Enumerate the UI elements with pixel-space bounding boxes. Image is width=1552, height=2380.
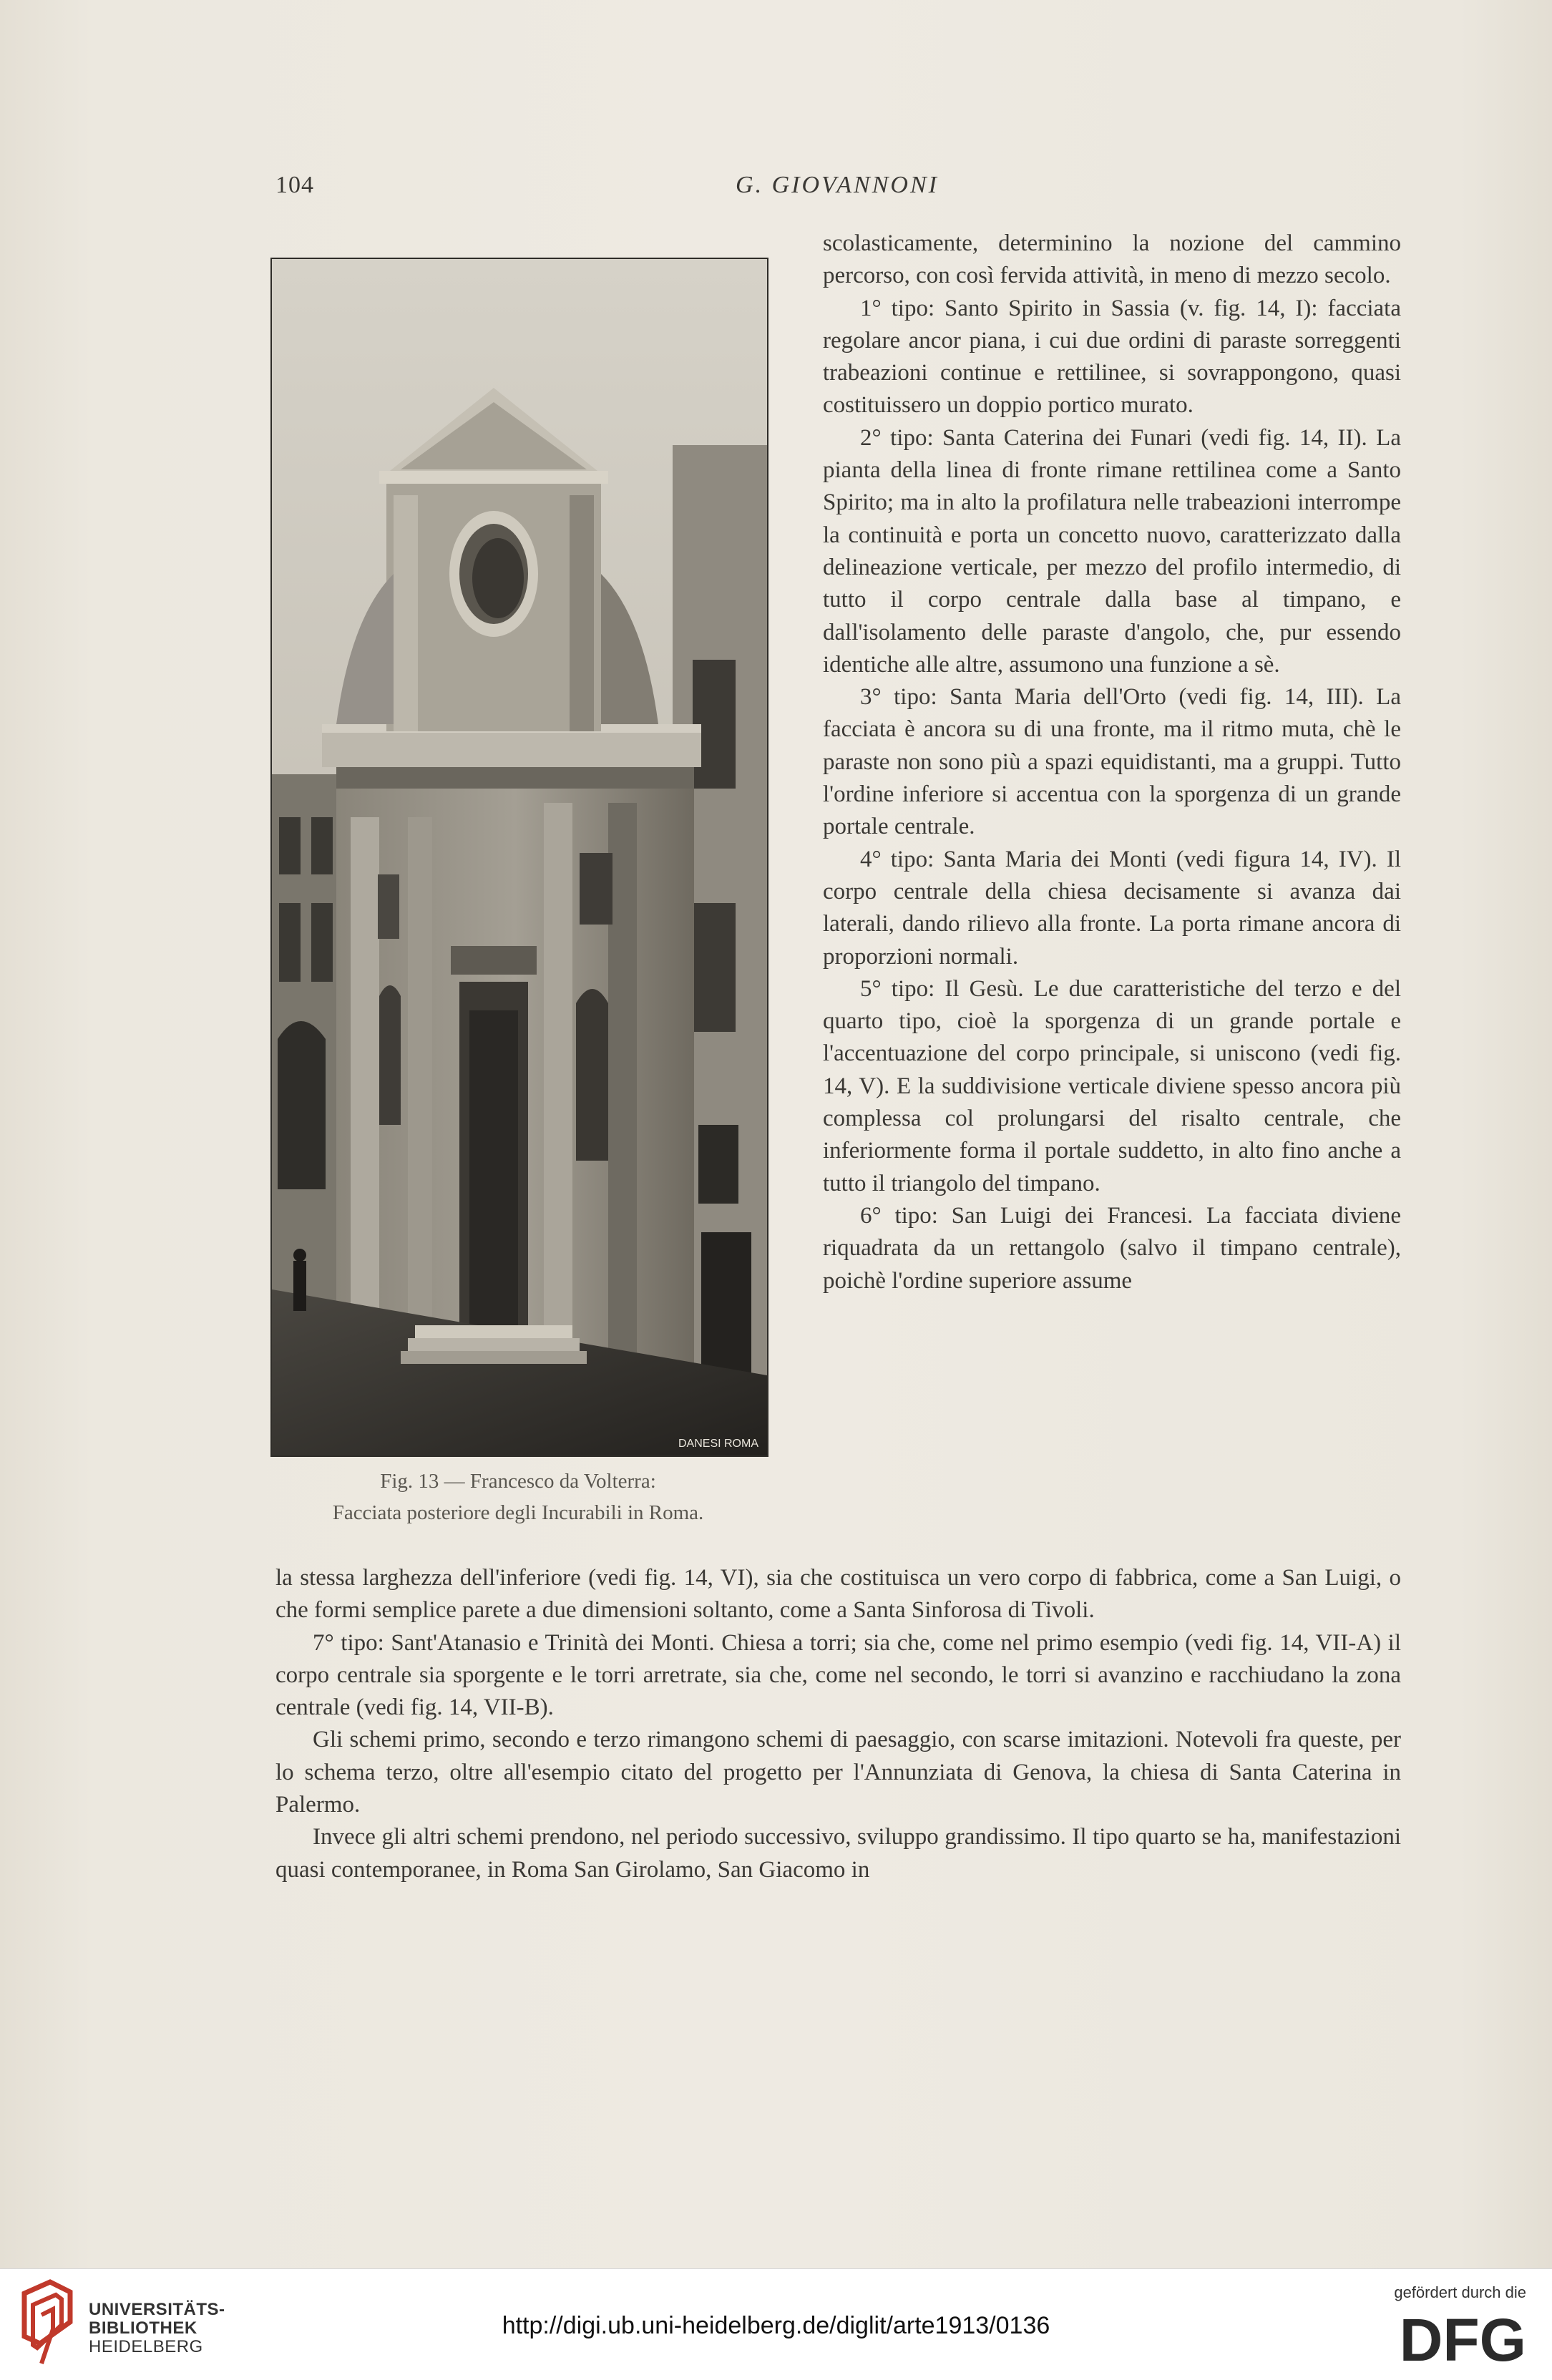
- paragraph: 2° tipo: Santa Caterina dei Funari (vedi fig. 14, II). La pianta della linea di fronte rimane rettilinea come a Santo Spirito; ma in alto la profilatura nelle trabeazioni interrompe la continuità e porta un concetto nuovo, caratterizzato dalla delineazione verticale, per mezzo del profilo intermedio, di tutto il corpo centrale dalla base al timpano, e dall'isolamento delle paraste d'angolo, che, pur essendo identiche alle altre, assumono una funzione a sè.: [823, 424, 1401, 678]
- library-name-line: HEIDELBERG: [89, 2337, 203, 2356]
- page-number: 104: [275, 172, 314, 198]
- paragraph: 7° tipo: Sant'Atanasio e Trinità dei Monti. Chiesa a torri; sia che, come nel primo esempio (vedi fig. 14, VII-A) il corpo centrale sia sporgente e le torri arretrate, sia che, come nel secondo, le torri si avanzino e racchiudano la zona centrale (vedi fig. 14, VII-B).: [275, 1629, 1401, 1721]
- author-header: G. GIOVANNONI: [736, 172, 939, 198]
- library-name-line: UNIVERSITÄTS-: [89, 2300, 225, 2319]
- funding-block: [1355, 2283, 1526, 2366]
- paragraph: scolasticamente, determinino la nozione del cammino percorso, con così fervida attività, in meno di mezzo secolo.: [823, 230, 1401, 289]
- paragraph: Gli schemi primo, secondo e terzo rimangono schemi di paesaggio, con scarse imitazioni. Notevoli fra queste, per lo schema terzo, oltre all'esempio citato del progetto per l'Annunziata di Genova, la chiesa di Santa Caterina in Palermo.: [275, 1727, 1401, 1818]
- photo-signature: DANESI ROMA: [678, 1438, 758, 1450]
- facade-photo-illustration: [272, 259, 767, 1455]
- dfg-logo-icon: [1390, 2309, 1526, 2366]
- figure-caption-line: Facciata posteriore degli Incurabili in Roma.: [332, 1501, 704, 1524]
- source-url-link[interactable]: http://digi.ub.uni-heidelberg.de/diglit/arte1913/0136: [502, 2312, 1050, 2339]
- paragraph: 1° tipo: Santo Spirito in Sassia (v. fig. 14, I): facciata regolare ancor piana, i cui due ordini di paraste sorreggenti trabeazioni continue e rettilinee, si sovrappongono, quasi costituissero un doppio portico murato.: [823, 295, 1401, 419]
- paragraph: 3° tipo: Santa Maria dell'Orto (vedi fig. 14, III). La facciata è ancora su di una fronte, ma il ritmo muta, chè le paraste non sono più a spazi equidistanti, ma a gruppi. Tutto l'ordine inferiore si accentua con la sporgenza di un grande portale centrale.: [823, 684, 1401, 840]
- library-name-line: BIBLIOTHEK: [89, 2318, 197, 2338]
- paragraph: Invece gli altri schemi prendono, nel periodo successivo, sviluppo grandissimo. Il tipo quarto se ha, manifestazioni quasi contemporanee, in Roma San Girolamo, San Giacomo in: [275, 1824, 1401, 1883]
- funding-label: gefördert durch die: [1394, 2283, 1526, 2301]
- paragraph: 5° tipo: Il Gesù. Le due caratteristiche del terzo e del quarto tipo, cioè la sporgenza di un grande portale e l'accentuazione del corpo principale, si uniscono (vedi fig. 14, V). E la suddivisione verticale diviene spesso ancora più complessa col prolungarsi del risalto centrale, che inferiormente forma il portale suddetto, in alto fino anche a tutto il triangolo del timpano.: [823, 975, 1401, 1196]
- paragraph: 4° tipo: Santa Maria dei Monti (vedi figura 14, IV). Il corpo centrale della chiesa decisamente si avanza dai laterali, dando rilievo alla fronte. La porta rimane ancora di proporzioni normali.: [823, 846, 1401, 970]
- paragraph: 6° tipo: San Luigi dei Francesi. La facciata diviene riquadrata da un rettangolo (salvo il timpano centrale), poichè l'ordine superiore assume: [823, 1202, 1401, 1294]
- right-column-text: [823, 228, 1401, 1297]
- facade-photograph: [270, 258, 768, 1457]
- full-width-text: [275, 1562, 1401, 1886]
- paragraph-continuation: la stessa larghezza dell'inferiore (vedi fig. 14, VI), sia che costituisca un vero corpo di fabbrica, come a San Luigi, o che formi semplice parete a due dimensioni soltanto, come a Santa Sinforosa di Tivoli.: [275, 1565, 1401, 1624]
- running-head: [275, 172, 1399, 208]
- dfg-logo-text: DFG: [1399, 2309, 1526, 2366]
- figure-caption: [270, 1465, 766, 1528]
- footer-bar: [0, 2268, 1552, 2380]
- figure-caption-line: Fig. 13 — Francesco da Volterra:: [380, 1470, 656, 1493]
